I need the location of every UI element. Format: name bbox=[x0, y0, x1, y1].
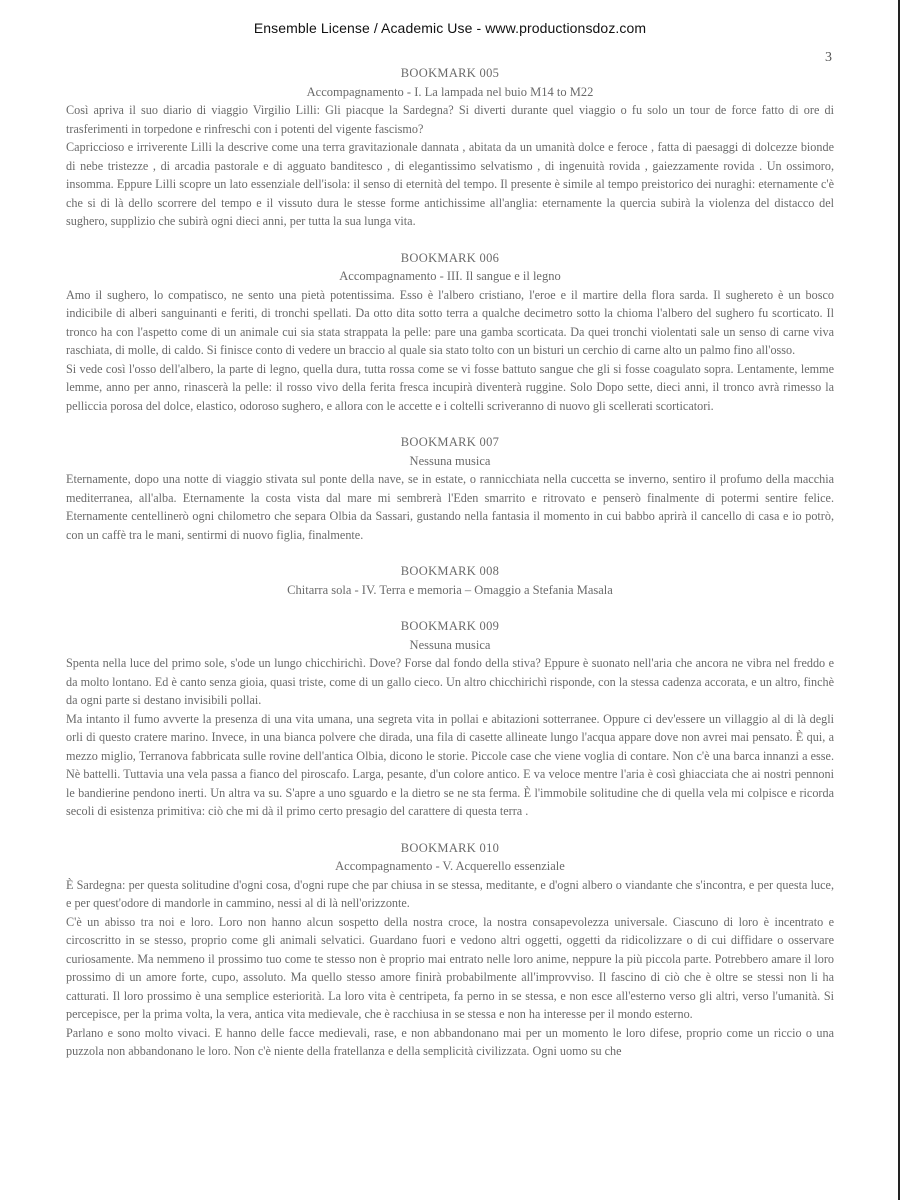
bookmark-title: BOOKMARK 007 bbox=[400, 435, 500, 449]
bookmark-title: BOOKMARK 005 bbox=[400, 66, 500, 80]
paragraph: Eternamente, dopo una notte di viaggio stivata sul ponte della nave, se in estate, o rannicchiata nella cuccetta se inverno, sentiro il profumo della macchia mediterranea, all'alba. Eternamente la costa vista dal mare mi sembrerà l'Eden smarrito e ritrovato e penserò finalmente di potermi sentire felice. Eternamente centellinerò ogni chilometro che separa Olbia da Sassari, gustando nella fantasia il momento in cui babbo aprirà il cancello di casa e io potrò, con un caffè tra le mani, sentirmi di nuovo figlia, finalmente. bbox=[66, 472, 834, 542]
bookmark-title: BOOKMARK 008 bbox=[400, 564, 500, 578]
bookmark-subtitle: Chitarra sola - IV. Terra e memoria – Omaggio a Stefania Masala bbox=[287, 582, 613, 597]
paragraph: Così apriva il suo diario di viaggio Virgilio Lilli: Gli piacque la Sardegna? Si diverti durante quel viaggio o fu solo un tour de force fatto di ore di trasferimenti in torpedone e rinfreschi con i potenti del vigente fascismo? bbox=[66, 103, 834, 136]
section-bookmark-007 bbox=[66, 433, 834, 544]
paragraph: C'è un abisso tra noi e loro. Loro non hanno alcun sospetto della nostra croce, la nostra consapevolezza universale. Ciascuno di loro è incentrato e circoscritto in se stesso, proprio come gli animali selvatici. Guardano fuori e vedono altri oggetti, oggetti da ridicolizzare o di cui diffidare o osservare curiosamente. Ma nemmeno il prossimo tuo come te stesso non è proprio mai entrato nelle loro anime, neppure la più piccola parte. Potrebbero amare il loro prossimo di un amore forte, cupo, assoluto. Ma quello stesso amore finirà probabilmente all'improvviso. Il fascino di ciò che è oltre se stessi non li ha catturati. Il loro prossimo è una semplice esteriorità. La loro vita è centripeta, fa perno in se stessa, e non esce all'esterno verso gli altri, verso l'umanità. Si percepisce, per la prima volta, la vera, antica vita medievale, che è racchiusa in se stessa e non ha interesse per il mondo esterno. bbox=[66, 914, 834, 1021]
bookmark-subtitle: Accompagnamento - III. Il sangue e il legno bbox=[339, 269, 561, 283]
paragraph: Ma intanto il fumo avverte la presenza di una vita umana, una segreta vita in pollai e abitazioni sotterranee. Oppure ci dev'essere un villaggio al di là degli orli di questo cratere marino. Invece, in una bianca polvere che dirada, una fila di casette allineate lungo l'acqua appare dove non avrei mai pensato. È qui, a mezzo miglio, Terranova fabbricata sulle rovine dell'antica Olbia, dicono le storie. Piccole case che viene voglia di contare. Non c'è una barca innanzi a esse. Nè battelli. Tuttavia una vela passa a fianco del piroscafo. Larga, pesante, d'un colore antico. E va veloce mentre l'aria è così ghiacciata che ai nostri pennoni le bandierine pendono inerti. Un altra va su. S'apre a uno sguardo e la dietro se ne sta ferma. È l'immobile solitudine che di quella vela mi colpisce e ricorda secoli di esistenza primitiva: ciò che mi dà il primo certo presagio del carattere di questa terra . bbox=[66, 711, 834, 818]
section-bookmark-009 bbox=[66, 617, 834, 821]
paragraph: Parlano e sono molto vivaci. E hanno delle facce medievali, rase, e non abbandonano mai per un momento le loro difese, proprio come un riccio o una puzzola non abbandonano le loro. Non c'è niente della fratellanza e della semplicità civilizzata. Ogni uomo su che bbox=[66, 1025, 834, 1058]
section-bookmark-006 bbox=[66, 249, 834, 416]
bookmark-subtitle: Accompagnamento - V. Acquerello essenziale bbox=[335, 859, 565, 873]
bookmark-subtitle: Accompagnamento - I. La lampada nel buio M14 to M22 bbox=[306, 84, 594, 99]
paragraph: È Sardegna: per questa solitudine d'ogni cosa, d'ogni rupe che par chiusa in se stessa, meditante, e d'ogni albero o viandante che s'incontra, e per questa luce, e per quest'odore di mandorle in cammino, nessi al di là nell'orizzonte. bbox=[66, 877, 834, 910]
section-bookmark-008 bbox=[66, 562, 834, 599]
paragraph: Amo il sughero, lo compatisco, ne sento una pietà potentissima. Esso è l'albero cristiano, l'eroe e il martire della flora sarda. Il sughereto è un bosco indicibile di alberi sanguinanti e feriti, di tronchi spellati. Da otto dita sotto terra a qualche decimetro sotto la chioma l'albero del sughero fu scorticato. Il tronco ha con l'aspetto come di un animale cui sia stata strappata la pelle: pare una gamba scorticata. Da quei tronchi violentati sale un senso di carne viva raschiata, di molle, di caldo. Si finisce conto di vedere un braccio al quale sia stato tolto con un bisturi un cerchio di carne alto un palmo fino all'osso. bbox=[66, 287, 834, 357]
paragraph: Si vede così l'osso dell'albero, la parte di legno, quella dura, tutta rossa come se vi fosse battuto sangue che gli si fosse coagulato sopra. Lentamente, lemme lemme, anno per anno, rinascerà la pelle: il rosso vivo della ferita fresca incupirà diventerà ruggine. Solo Dopo sette, dieci anni, il tronco avrà rimesso la pelliccia porosa del dolce, elastico, odoroso sughero, e allora con le accette e i coltelli scriveranno di nuovo gli scellerati scorticatori. bbox=[66, 361, 834, 413]
page-number: 3 bbox=[825, 50, 832, 65]
bookmark-title: BOOKMARK 010 bbox=[400, 840, 500, 855]
section-bookmark-010 bbox=[66, 839, 834, 1061]
document-body bbox=[66, 64, 834, 1079]
paragraph: Capriccioso e irriverente Lilli la descrive come una terra gravitazionale dannata , abitata da un umanità dolce e feroce , fatta di paesaggi di dolcezze bionde di nebe tristezze , di arcadia pastorale e di agguato banditesco , di elegantissimo selvatismo , di ingenuità rovida , gaiezzamente rovida . Un ossimoro, insomma. Eppure Lilli scopre un lato essenziale dell'isola: il senso di eternità del tempo. Il presente è simile al tempo preistorico dei nuraghi: eternamente c'è che si di là dello scorrere del tempo e il vissuto dura le stesse forme antichissime all'anglia: eternamente la quercia subirà la violenza del distacco del sughero, supplizio che subirà ogni dieci anni, per tutta la sua lunga vita. bbox=[66, 140, 834, 228]
license-header: Ensemble License / Academic Use - www.productionsdoz.com bbox=[253, 20, 647, 36]
paragraph: Spenta nella luce del primo sole, s'ode un lungo chicchirichì. Dove? Forse dal fondo della stiva? Eppure è suonato nell'aria che ancora ne vibra nel freddo e da molto lontano. Ed è canto senza gioia, quasi triste, come di un gallo cieco. Un altro chicchirichì risponde, con la stessa cadenza accorata, e un altro, finchè da ogni parte si destano invisibili pollai. bbox=[66, 656, 834, 707]
bookmark-title: BOOKMARK 009 bbox=[400, 619, 500, 633]
bookmark-subtitle: Nessuna musica bbox=[409, 453, 491, 468]
section-bookmark-005 bbox=[66, 64, 834, 231]
bookmark-subtitle: Nessuna musica bbox=[409, 637, 491, 652]
bookmark-title: BOOKMARK 006 bbox=[400, 250, 500, 265]
